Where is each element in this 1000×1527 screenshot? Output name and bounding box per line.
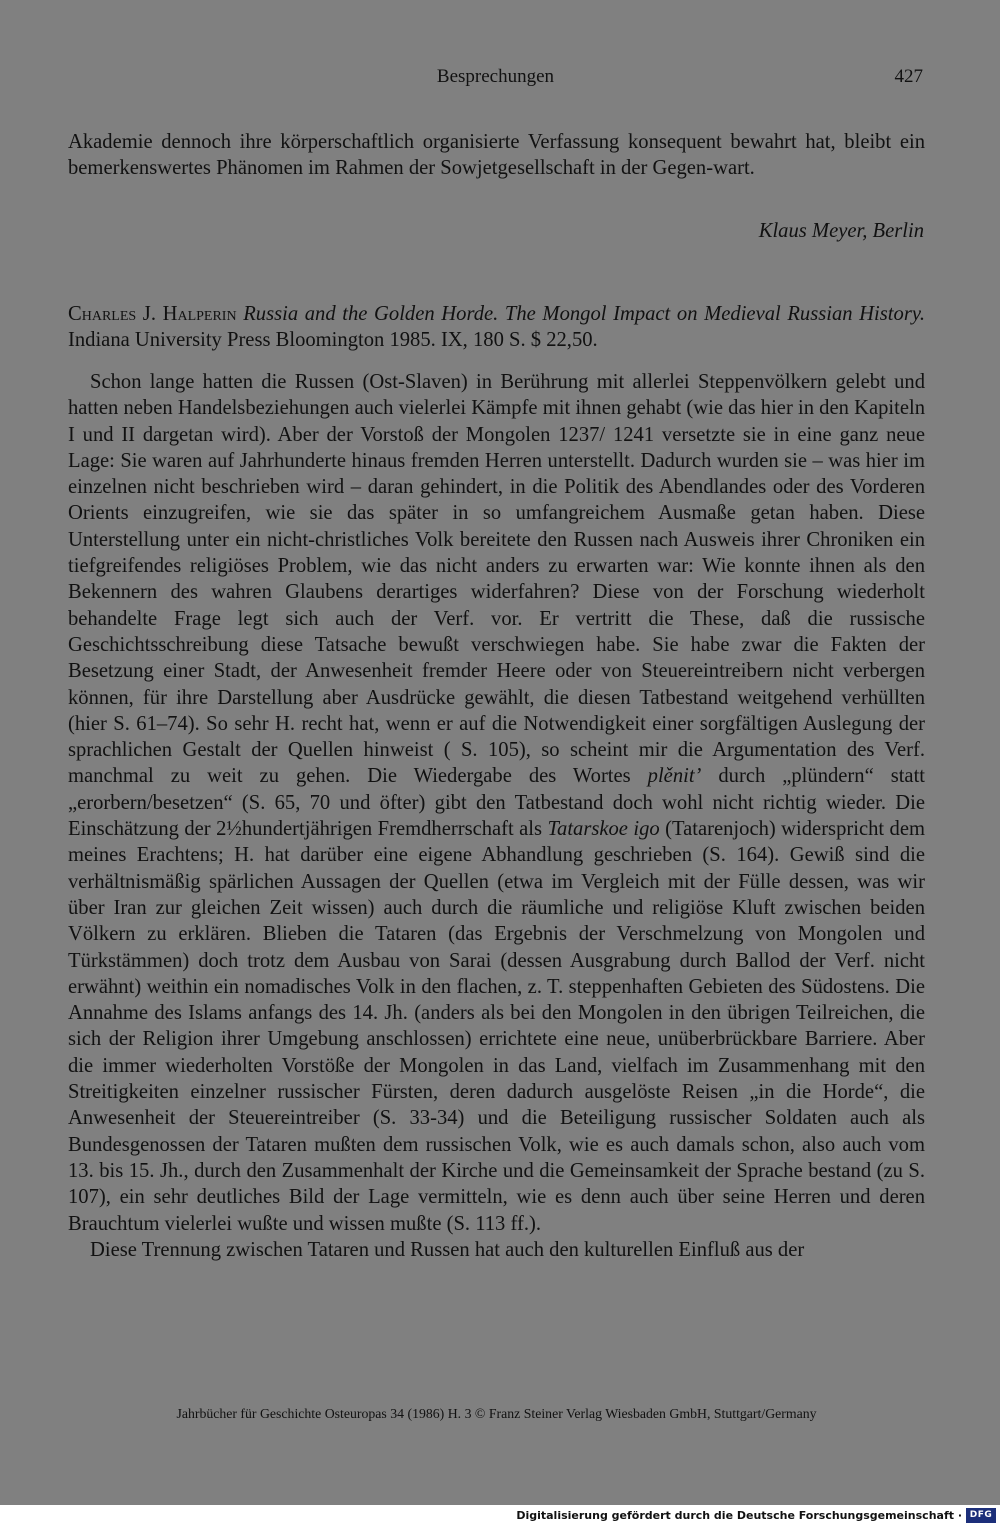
citation-publication: Indiana University Press Bloomington 1985. IX, 180 S. $ 22,50.	[68, 329, 598, 351]
citation-book-title: Russia and the Golden Horde. The Mongol Impact on Medieval Russian History.	[243, 303, 925, 325]
page-number: 427	[894, 66, 923, 87]
dfg-banner	[0, 1505, 1000, 1527]
running-head	[68, 66, 923, 92]
journal-footer: Jahrbücher für Geschichte Osteuropas 34 (1986) H. 3 © Franz Steiner Verlag Wiesbaden GmbH, Stuttgart/Germany	[176, 1406, 817, 1421]
review-term-plenit: plěnit’	[647, 765, 702, 788]
book-citation	[68, 301, 925, 353]
citation-author: Charles J. Halperin	[68, 303, 237, 325]
review-paragraph-2: Diese Trennung zwischen Tataren und Russen hat auch den kulturellen Einfluß aus der	[90, 1238, 805, 1261]
review-text-segment: (Tatarenjoch) widerspricht dem meines Erachtens; H. hat darüber eine eigene Abhandlung geschrieben (S. 164). Gewiß sind die verhältnismäßig spärlichen Aussagen der Quellen (etwa im Vergleich mit der Fülle dessen, was wir über Iran zur gleichen Zeit wissen) auch durch die räumliche und religiöse Kluft zwischen beiden Völkern zu erklären. Blieben die Tataren (das Ergebnis der Verschmelzung von Mongolen und Türkstämmen) doch trotz dem Ausbau von Sarai (dessen Ausgrabung durch Ballod der Verf. nicht erwähnt) weithin ein nomadisches Volk in den flachen, z. T. steppenhaften Gebieten des Südostens. Die Annahme des Islams anfangs des 14. Jh. (anders als bei den Mongolen in den übrigen Teilreichen, die sich der Religion ihrer Umgebung anschlossen) errichtete eine neue, unüberbrückbare Barriere. Aber die immer wiederholten Vorstöße der Mongolen in das Land, vielfach im Zusammenhang mit den Streitigkeiten einzelner russischer Fürsten, deren dadurch ausgelöste Reisen „in die Horde“, die Anwesenheit der Steuereintreiber (S. 33-34) und die Beteiligung russischer Soldaten auch als Bundesgenossen der Tataren mußten dem russischen Volk, wie es auch damals schon, also auch vom 13. bis 15. Jh., durch den Zusammenhalt der Kirche und die Gemeinsamkeit der Sprache bestand (zu S. 107), ein sehr deutliches Bild der Lage vermitteln, wie es denn auch über seine Herren und deren Brauchtum vielerlei wußte und wissen mußte (S. 113 ff.).	[68, 818, 925, 1235]
review-term-tatarskoe-igo: Tatarskoe igo	[547, 818, 660, 841]
dfg-logo: DFG	[966, 1508, 996, 1523]
review-body	[68, 369, 925, 1263]
review-paragraph-1	[68, 369, 925, 1237]
section-title: Besprechungen	[436, 66, 555, 87]
dfg-banner-text: Digitalisierung gefördert durch die Deutsche Forschungsgemeinschaft ·	[516, 1509, 962, 1522]
review-text-segment: Schon lange hatten die Russen (Ost-Slaven) in Berührung mit allerlei Steppenvölkern gelebt und hatten neben Handelsbeziehungen auch vielerlei Kämpfe mit ihnen gehabt (wie das hier in den Kapiteln I und II dargetan wird). Aber der Vorstoß der Mongolen 1237/ 1241 versetzte sie in eine ganz neue Lage: Sie waren auf Jahrhunderte hinaus fremden Herren unterstellt. Dadurch wurden sie – was hier im einzelnen nicht beschrieben wird – daran gehindert, in die Politik des Abendlandes oder des Vorderen Orients einzugreifen, wie sie das später in so umfangreichem Ausmaße getan haben. Diese Unterstellung unter ein nicht-christliches Volk bereitete den Russen nach Ausweis ihrer Chroniken ein tiefgreifendes religiöses Problem, wie das nicht anders zu erwarten war: Wie konnte ihnen als den Bekennern des wahren Glaubens derartiges widerfahren? Diese von der Forschung wiederholt behandelte Frage legt sich auch der Verf. vor. Er vertritt die These, daß die russische Geschichtsschreibung diese Tatsache bewußt verschwiegen habe. Sie habe zwar die Fakten der Besetzung einer Stadt, der Anwesenheit fremder Heere oder von Steuereintreibern nicht verbergen können, für ihre Darstellung aber Ausdrücke gewählt, die diesen Tatbestand weitgehend verhüllten (hier S. 61–74). So sehr H. recht hat, wenn er auf die Notwendigkeit einer sorgfältigen Auslegung der sprachlichen Gestalt der Quellen hinweist ( S. 105), so scheint mir die Argumentation des Verf. manchmal zu weit zu gehen. Die Wiedergabe des Wortes	[68, 371, 925, 788]
intro-paragraph: Akademie dennoch ihre körperschaftlich organisierte Verfassung konsequent bewahrt hat, bleibt ein bemerkenswertes Phänomen im Rahmen der Sowjetgesellschaft in der Gegen-wart.	[68, 131, 925, 180]
review-signature: Klaus Meyer, Berlin	[758, 220, 924, 242]
review-text-segment: durch „plündern“ statt „erorbern/besetzen“ (S. 65, 70 und öfter) gibt den Tatbestand doch wohl nicht richtig wieder. Die Einschätzung der 2½hundertjährigen Fremdherrschaft als	[68, 765, 926, 841]
